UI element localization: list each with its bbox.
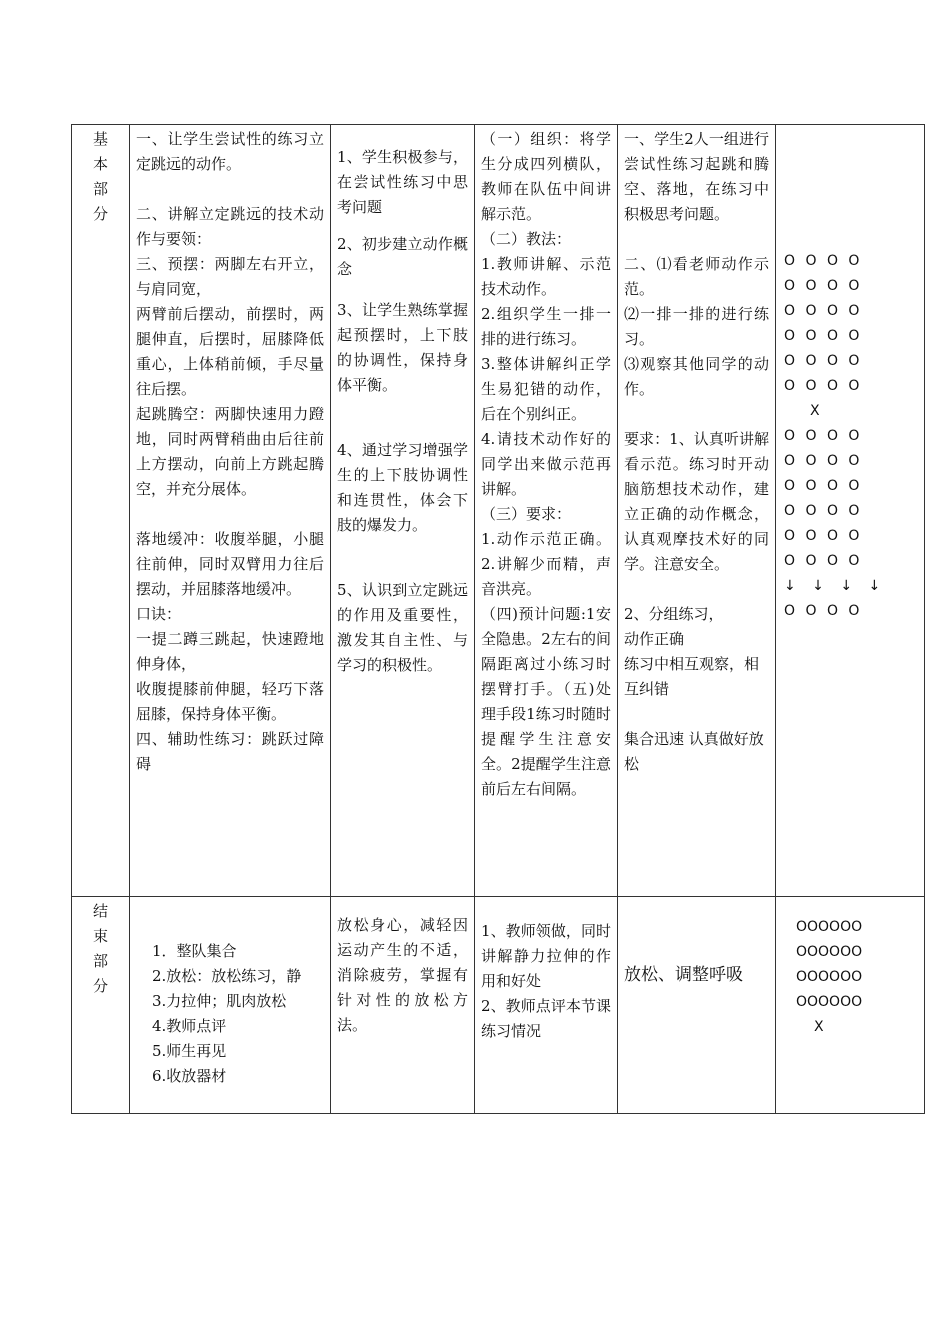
content-line: 收腹提膝前伸腿，轻巧下落屈膝，保持身体平衡。 (136, 680, 324, 723)
goal-line: 放松身心，减轻因运动产生的不适，消除疲劳，掌握有针对性的放松方法。 (337, 916, 468, 1034)
formation-row: O O O O (784, 453, 863, 469)
student-line: 2、分组练习， (624, 605, 724, 623)
movement-arrows: ↓ ↓ ↓ ↓ (784, 578, 887, 594)
goals-cell-end (331, 897, 475, 1114)
content-line: 口诀： (136, 605, 182, 623)
teacher-line: 4.请技术动作好的同学出来做示范再讲解。 (481, 430, 611, 498)
goal-line: 1、学生积极参与，在尝试性练习中思考问题 (337, 148, 468, 216)
formation-row: OOOOOO (796, 969, 863, 985)
goal-line: 5、认识到立定跳远的作用及重要性，激发其自主性、与学习的积极性。 (337, 581, 468, 674)
table-row-end (72, 897, 925, 1114)
formation-row: OOOOOO (796, 994, 863, 1010)
teacher-position-marker: X (810, 403, 823, 419)
content-line: 四、辅助性练习：跳跃过障碍 (136, 730, 324, 773)
formation-row: O O O O (784, 253, 863, 269)
content-line: 落地缓冲：收腹举腿，小腿往前伸，同时双臂用力往后摆动，并屈膝落地缓冲。 (136, 530, 324, 598)
section-label-end: 结束部分 (92, 902, 108, 995)
formation-row: O O O O (784, 328, 863, 344)
student-cell-basic (618, 125, 776, 897)
formation-row: O O O O (784, 478, 863, 494)
section-cell-basic (72, 125, 130, 897)
content-cell-end (130, 897, 331, 1114)
formation-cell-end (776, 897, 925, 1114)
formation-row: O O O O (784, 353, 863, 369)
student-line: 练习中相互观察，相互纠错 (624, 655, 760, 698)
spacer (624, 227, 769, 252)
teacher-line: （二）教法： (481, 230, 572, 248)
goal-line: 3、让学生熟练掌握起预摆时，上下肢的协调性，保持身体平衡。 (337, 301, 468, 394)
teacher-line: 2、教师点评本节课练习情况 (481, 997, 611, 1040)
formation-row: O O O O (784, 553, 863, 569)
student-line: 一、学生2人一组进行尝试性练习起跳和腾空、落地，在练习中积极思考问题。 (624, 130, 769, 223)
teacher-cell-end (475, 897, 618, 1114)
formation-row: O O O O (784, 528, 863, 544)
content-line: 6.收放器材 (152, 1067, 227, 1085)
content-line: 两臂前后摆动，前摆时，两腿伸直，后摆时，屈膝降低重心，上体稍前倾，手尽量往后摆。 (136, 305, 324, 398)
spacer (136, 502, 324, 527)
teacher-cell-basic (475, 125, 618, 897)
formation-row: O O O O (784, 378, 863, 394)
teacher-line: （一）组织：将学生分成四列横队，教师在队伍中间讲解示范。 (481, 130, 611, 223)
section-label-basic: 基本部分 (92, 130, 108, 223)
teacher-line: 2.组织学生一排一排的进行练习。 (481, 305, 611, 348)
student-line: 动作正确 (624, 630, 685, 648)
formation-row: O O O O (784, 278, 863, 294)
content-line: 三、预摆：两脚左右开立，与肩同宽， (136, 255, 324, 298)
teacher-line: 1.动作示范正确。2.讲解少而精，声音洪亮。 (481, 530, 611, 598)
content-line: 3.力拉伸；肌肉放松 (152, 992, 287, 1010)
teacher-position-marker: X (814, 1019, 824, 1035)
goals-cell-basic (331, 125, 475, 897)
content-line: 2.放松：放松练习，静 (152, 967, 302, 985)
content-line: 二、讲解立定跳远的技术动作与要领： (136, 205, 324, 248)
table-row-basic (72, 125, 925, 897)
formation-cell-basic (776, 125, 925, 897)
student-cell-end (618, 897, 776, 1114)
formation-row: O O O O (784, 603, 863, 619)
spacer (624, 577, 769, 602)
student-line: 集合迅速 认真做好放松 (624, 730, 764, 773)
spacer (624, 402, 769, 427)
formation-row: OOOOOO (796, 944, 863, 960)
formation-row: OOOOOO (796, 919, 863, 935)
teacher-line: （四)预计问题:1安全隐患。2左右的间隔距离过小练习时摆臂打手。（五)处理手段1练习时随时提醒学生注意安全。2提醒学生注意前后左右间隔。 (481, 605, 611, 798)
student-line: ⑶观察其他同学的动作。 (624, 355, 769, 398)
content-line: 一、让学生尝试性的练习立定跳远的动作。 (136, 130, 324, 173)
content-line: 起跳腾空：两脚快速用力蹬地，同时两臂稍曲由后往前上方摆动，向前上方跳起腾空，并充分展体。 (136, 405, 324, 498)
student-line: 放松、调整呼吸 (624, 965, 743, 985)
content-line: 5.师生再见 (152, 1042, 227, 1060)
formation-row: O O O O (784, 503, 863, 519)
content-line: 一提二蹲三跳起，快速蹬地伸身体， (136, 630, 324, 673)
spacer (136, 177, 324, 202)
formation-row: O O O O (784, 303, 863, 319)
section-cell-end (72, 897, 130, 1114)
student-line: ⑵一排一排的进行练习。 (624, 305, 769, 348)
teacher-line: 1、教师领做，同时讲解静力拉伸的作用和好处 (481, 922, 611, 990)
goal-line: 4、通过学习增强学生的上下肢协调性和连贯性，体会下肢的爆发力。 (337, 441, 468, 534)
teacher-line: （三）要求： (481, 505, 572, 523)
content-line: 4.教师点评 (152, 1017, 227, 1035)
spacer (624, 702, 769, 727)
goal-line: 2、初步建立动作概念 (337, 235, 468, 278)
formation-row: O O O O (784, 428, 863, 444)
teacher-line: 1.教师讲解、示范技术动作。 (481, 255, 611, 298)
content-line: 1．整队集合 (152, 942, 237, 960)
teacher-line: 3.整体讲解纠正学生易犯错的动作，后在个别纠正。 (481, 355, 611, 423)
lesson-plan-table (71, 124, 925, 1114)
content-cell-basic (130, 125, 331, 897)
student-line: 要求：1、认真听讲解看示范。练习时开动脑筋想技术动作，建立正确的动作概念，认真观摩技术好的同学。注意安全。 (624, 430, 769, 573)
student-line: 二、⑴看老师动作示范。 (624, 255, 769, 298)
